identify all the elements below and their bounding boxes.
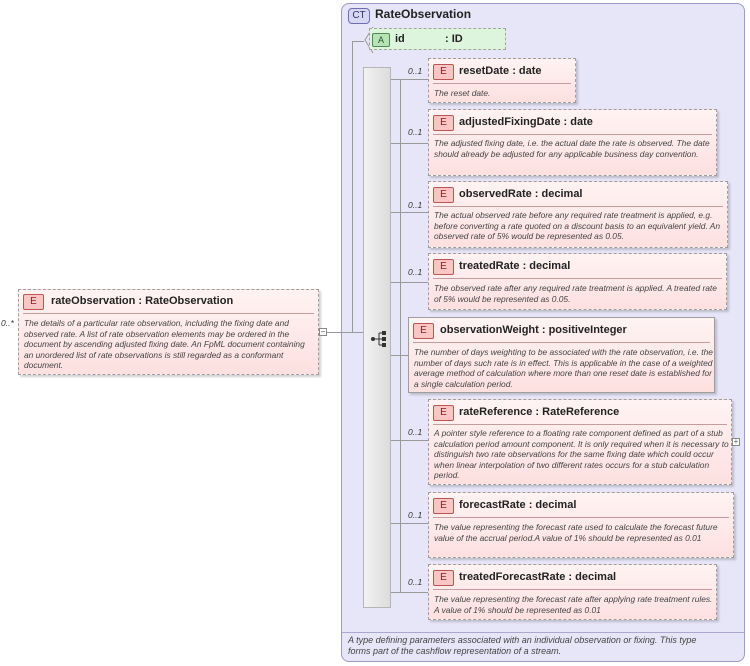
element-title: treatedForecastRate : decimal	[459, 571, 617, 583]
connector-line	[391, 282, 428, 283]
element-occurrence: 0..1	[408, 267, 423, 277]
attribute-name: id	[395, 33, 405, 45]
element-documentation: A pointer style reference to a floating rate component defined as part of a stub calculation period amount component. It is only required when it is necessary to distinguish two rate observations for the same fixing date which could occur when linear interpolation of two different rates occurs for a stub calculation period.	[434, 428, 729, 480]
root-element-title: rateObservation : RateObservation	[51, 295, 234, 307]
element-title: adjustedFixingDate : date	[459, 116, 593, 128]
complex-type-name: RateObservation	[375, 7, 472, 21]
connector-line	[391, 79, 428, 80]
connector-line	[391, 355, 408, 356]
root-occurrence: 0..*	[1, 318, 14, 328]
sequence-icon	[370, 330, 388, 348]
element-badge: E	[413, 323, 434, 339]
root-element-box[interactable]	[18, 289, 319, 375]
complex-type-badge: CT	[348, 8, 370, 24]
element-box-adjustedfixingdate[interactable]	[428, 109, 717, 176]
element-box-resetdate[interactable]	[428, 58, 576, 103]
element-occurrence: 0..1	[408, 127, 423, 137]
connector-line	[391, 523, 428, 524]
attribute-badge: A	[372, 33, 390, 47]
element-documentation: The reset date.	[434, 88, 491, 98]
element-divider	[433, 83, 571, 84]
element-box-treatedforecastrate[interactable]	[428, 564, 717, 620]
element-badge: E	[433, 498, 454, 514]
complex-type-documentation: A type defining parameters associated with an individual observation or fixing. This type forms part of the cashflow representation of a stream.	[348, 635, 697, 656]
element-occurrence: 0..1	[408, 427, 423, 437]
connector-line	[352, 41, 353, 332]
element-badge: E	[433, 64, 454, 80]
element-box-observationweight[interactable]	[408, 317, 715, 393]
element-badge: E	[433, 259, 454, 275]
element-badge: E	[23, 294, 44, 310]
element-divider	[433, 424, 727, 425]
element-title: observationWeight : positiveInteger	[440, 324, 627, 336]
connector-line	[391, 143, 428, 144]
element-divider	[433, 589, 712, 590]
connector-line	[327, 332, 363, 333]
connector-line	[391, 212, 428, 213]
element-occurrence: 0..1	[408, 510, 423, 520]
element-documentation: The actual observed rate before any required rate treatment is applied, e.g. before converting a rate quoted on a discount basis to an equivalent yield. An observed rate of 5% would be represented as 0.05.	[434, 210, 721, 241]
element-title: resetDate : date	[459, 65, 542, 77]
expand-toggle[interactable]: +	[733, 437, 739, 446]
attribute-type: : ID	[445, 33, 463, 45]
element-documentation: The value representing the forecast rate after applying rate treatment rules. A value of 1% should be represented as 0.01	[434, 594, 713, 615]
element-occurrence: 0..1	[408, 577, 423, 587]
connector-line	[391, 440, 428, 441]
element-divider	[413, 342, 710, 343]
element-badge: E	[433, 187, 454, 203]
complex-type-divider	[342, 632, 744, 633]
element-title: treatedRate : decimal	[459, 260, 571, 272]
element-box-observedrate[interactable]	[428, 181, 728, 248]
element-badge: E	[433, 115, 454, 131]
element-divider	[433, 517, 729, 518]
element-title: observedRate : decimal	[459, 188, 583, 200]
element-documentation: The observed rate after any required rate treatment is applied. A treated rate of 5% would be represented as 0.05.	[434, 283, 717, 304]
element-divider	[433, 206, 723, 207]
element-box-ratereference[interactable]	[428, 399, 732, 485]
root-element-documentation: The details of a particular rate observation, including the fixing date and observed rate. A list of rate observation elements may be ordered in the document by ascending adjusted fixing date. An FpML document containing an unordered list of rate observations is still regarded as a conformant document.	[24, 318, 305, 370]
element-box-forecastrate[interactable]	[428, 492, 734, 558]
element-documentation: The adjusted fixing date, i.e. the actual date the rate is observed. The date should already be adjusted for any applicable business day convention.	[434, 138, 710, 159]
element-title: forecastRate : decimal	[459, 499, 577, 511]
element-documentation: The value representing the forecast rate used to calculate the forecast future value of the accrual period.A value of 1% should be represented as 0.01	[434, 522, 718, 543]
element-divider	[433, 134, 712, 135]
element-box-treatedrate[interactable]	[428, 253, 727, 310]
element-badge: E	[433, 570, 454, 586]
collapse-toggle[interactable]: −	[320, 327, 326, 336]
element-occurrence: 0..1	[408, 66, 423, 76]
element-divider	[433, 278, 722, 279]
element-title: rateReference : RateReference	[459, 406, 620, 418]
root-element-divider	[23, 313, 314, 314]
connector-line	[400, 79, 401, 592]
element-occurrence: 0..1	[408, 200, 423, 210]
connector-line	[352, 41, 364, 42]
connector-line	[391, 592, 428, 593]
element-documentation: The number of days weighting to be associated with the rate observation, i.e. the number of days such rate is in effect. This is applicable in the case of a weighted average method of calculation where more than one reset date is established for a single calculation period.	[414, 347, 713, 389]
element-badge: E	[433, 405, 454, 421]
